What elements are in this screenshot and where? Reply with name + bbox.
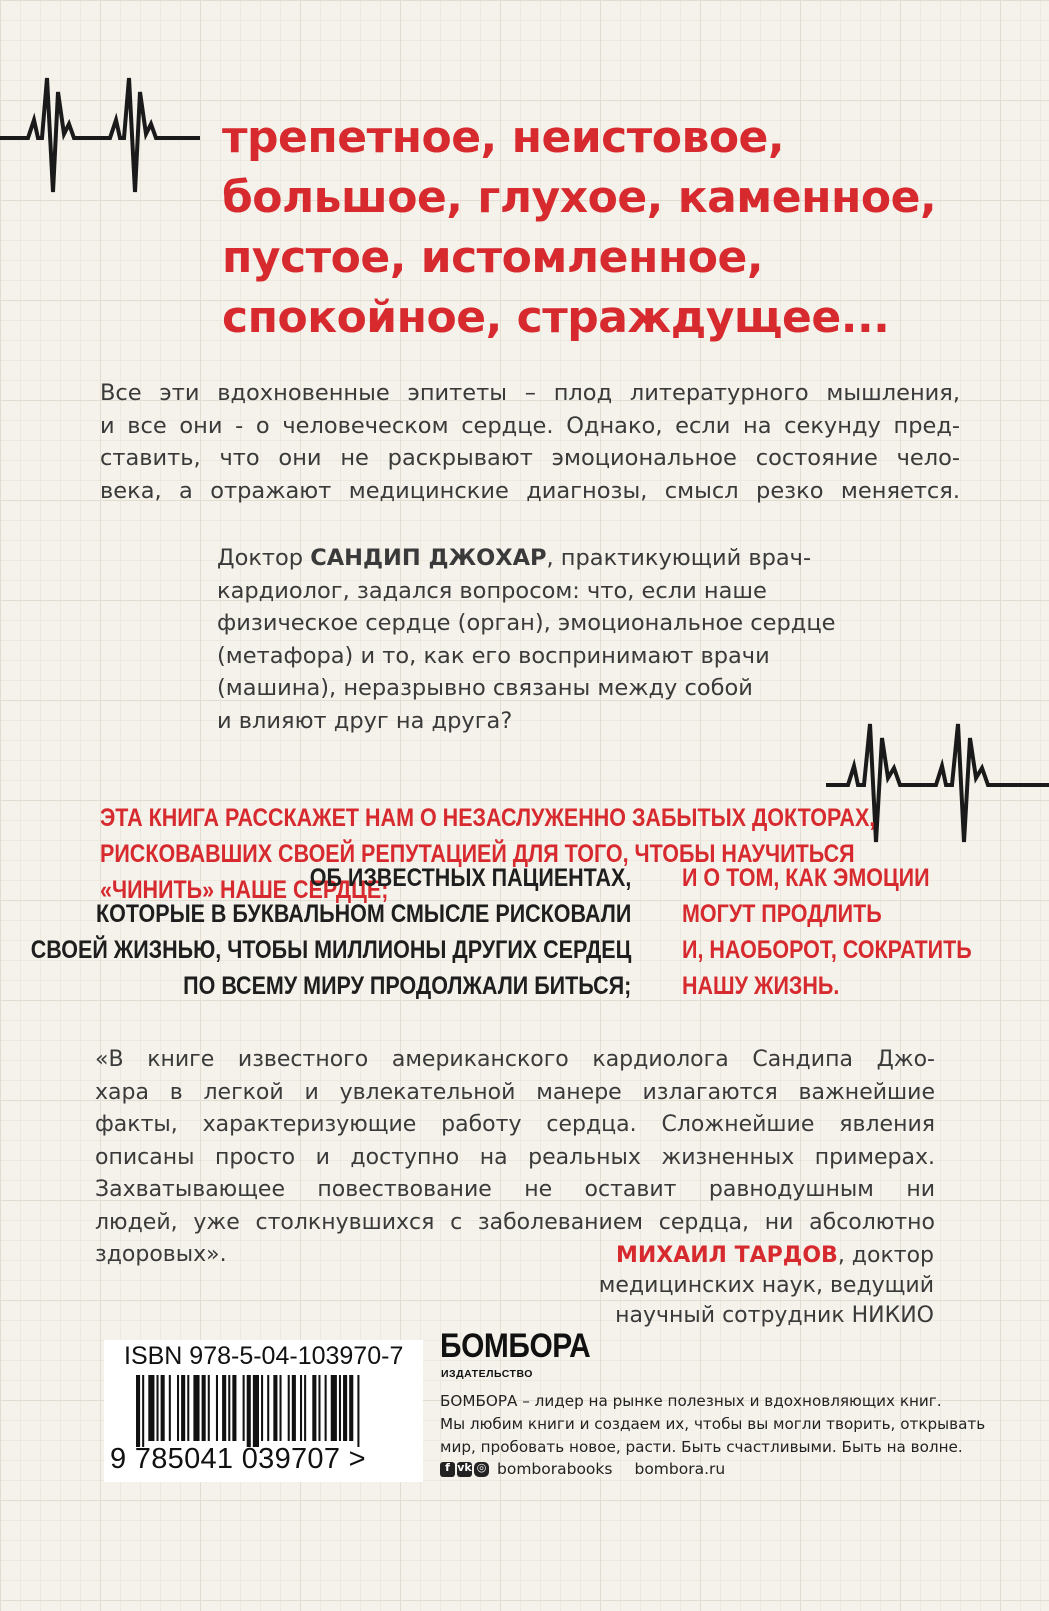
headline-line: большое, глухое, каменное,	[222, 172, 937, 223]
quote-line: хара в легкой и увлекательной манере излагаются важнейшие	[95, 1079, 935, 1105]
quote-author	[599, 1241, 934, 1331]
doctor-line: и влияют друг на друга?	[217, 707, 513, 734]
barcode-bar	[292, 1375, 296, 1441]
vk-icon[interactable]: vk	[457, 1462, 472, 1477]
barcode-bar	[193, 1375, 199, 1441]
quote-line: «В книге известного американского кардиолога Сандипа Джо-	[95, 1047, 935, 1072]
barcode-bar	[157, 1375, 159, 1441]
publisher-logo: БОМБОРА	[440, 1327, 591, 1365]
publisher-subtitle: ИЗДАТЕЛЬСТВО	[441, 1368, 533, 1380]
patients-line: ПО ВСЕМУ МИРУ ПРОДОЛЖАЛИ БИТЬСЯ;	[182, 972, 631, 1000]
intro-line: и все они - о человеческом сердце. Однако, если на секунду пред-	[100, 412, 960, 439]
social-handle[interactable]: bomborabooks	[497, 1460, 613, 1478]
doctor-line: кардиолог, задался вопросом: что, если наше	[217, 577, 767, 604]
doctor-line	[217, 542, 885, 575]
barcode-bar	[169, 1375, 171, 1441]
barcode-bar	[261, 1375, 263, 1441]
patients-line: СВОЕЙ ЖИЗНЬЮ, ЧТОБЫ МИЛЛИОНЫ ДРУГИХ СЕРДЕЦ	[30, 936, 631, 964]
doctor-line: физическое сердце (орган), эмоциональное сердце	[217, 610, 836, 636]
barcode-bar	[253, 1375, 259, 1447]
barcode-bar	[273, 1375, 277, 1441]
barcode-bar	[148, 1375, 154, 1441]
emotions-text	[682, 860, 972, 1004]
quote-line: факты, характеризующие работу сердца. Сложнейшие явления	[95, 1112, 935, 1137]
barcode-bar	[247, 1375, 251, 1447]
barcode-bar	[357, 1375, 359, 1447]
headline-line: пустое, истомленное,	[222, 232, 764, 283]
doctor-name: САНДИП ДЖОХАР	[310, 545, 547, 571]
book-lead-line: ЭТА КНИГА РАССКАЖЕТ НАМ О НЕЗАСЛУЖЕННО ЗАБЫТЫХ ДОКТОРАХ,	[100, 804, 876, 832]
barcode-bar	[280, 1375, 282, 1441]
barcode-bar	[161, 1375, 165, 1441]
barcode-bar	[339, 1375, 341, 1441]
barcode-digits: 9 785041 039707 >	[110, 1443, 366, 1475]
doctor-line: (машина), неразрывно связаны между собой	[217, 675, 753, 701]
barcode-bar	[331, 1375, 337, 1441]
author-line: медицинских наук, ведущий	[598, 1273, 934, 1298]
book-lead-line: РИСКОВАВШИХ СВОЕЙ РЕПУТАЦИЕЙ ДЛЯ ТОГО, ЧТОБЫ НАУЧИТЬСЯ	[100, 840, 855, 868]
emotions-line: И, НАОБОРОТ, СОКРАТИТЬ	[682, 936, 972, 964]
instagram-icon[interactable]: ◎	[474, 1462, 489, 1477]
headline-line: трепетное, неистовое,	[222, 112, 785, 163]
website-link[interactable]: bombora.ru	[634, 1460, 726, 1478]
doctor-line1-rest: , практикующий врач-	[546, 545, 812, 571]
barcode-bar	[304, 1375, 306, 1441]
barcode-bar	[208, 1375, 210, 1441]
doctor-line: (метафора) и то, как его воспринимают врачи	[217, 642, 770, 669]
epithets-headline	[222, 108, 1022, 348]
barcode-bar	[228, 1375, 230, 1441]
intro-line: ставить, что они не раскрывают эмоциональное состояние чело-	[100, 445, 960, 471]
barcode-bar	[243, 1375, 245, 1441]
barcode-bar	[300, 1375, 302, 1441]
patients-line: КОТОРЫЕ В БУКВАЛЬНОМ СМЫСЛЕ РИСКОВАЛИ	[95, 900, 632, 928]
barcode-block	[104, 1340, 423, 1482]
author-name: МИХАИЛ ТАРДОВ	[615, 1243, 838, 1268]
publisher-description-line: БОМБОРА – лидер на рынке полезных и вдохновляющих книг.	[440, 1392, 942, 1410]
quote-line: Захватывающее повествование не оставит равнодушным ни	[95, 1177, 935, 1202]
barcode-bar	[142, 1375, 144, 1447]
barcode-bar	[318, 1375, 320, 1441]
barcode-bar	[181, 1375, 185, 1441]
author-line	[599, 1241, 934, 1271]
barcode-bar	[312, 1375, 316, 1441]
social-links	[440, 1460, 725, 1478]
barcode-bar	[343, 1375, 347, 1441]
quote-line: здоровых».	[95, 1242, 227, 1267]
intro-paragraph	[100, 377, 960, 507]
intro-line: века, а отражают медицинские диагнозы, смысл резко меняется.	[100, 477, 960, 504]
publisher-description-line: Мы любим книги и создаем их, чтобы вы могли творить, открывать	[440, 1415, 986, 1433]
author-title: , доктор	[837, 1243, 934, 1268]
emotions-line: НАШУ ЖИЗНЬ.	[682, 972, 840, 1000]
emotions-line: И О ТОМ, КАК ЭМОЦИИ	[682, 864, 930, 892]
barcode-bar	[222, 1375, 226, 1441]
barcode-bar	[267, 1375, 269, 1441]
barcode-bar	[288, 1375, 290, 1441]
doctor-prefix: Доктор	[217, 545, 311, 571]
barcode-bar	[136, 1375, 140, 1447]
isbn-label: ISBN 978-5-04-103970-7	[124, 1342, 404, 1370]
review-quote	[95, 1044, 935, 1272]
patients-line: ОБ ИЗВЕСТНЫХ ПАЦИЕНТАХ,	[309, 864, 631, 892]
intro-line: Все эти вдохновенные эпитеты – плод литературного мышления,	[100, 380, 960, 406]
author-line: научный сотрудник НИКИО	[615, 1303, 934, 1328]
publisher-description	[440, 1390, 985, 1459]
barcode-bar	[202, 1375, 206, 1441]
barcode-bar	[349, 1375, 353, 1441]
doctor-paragraph	[217, 542, 885, 737]
ecg-line-icon	[0, 72, 200, 204]
emotions-line: МОГУТ ПРОДЛИТЬ	[682, 900, 882, 928]
book-lead-line: «ЧИНИТЬ» НАШЕ СЕРДЦЕ;	[100, 876, 389, 904]
barcode-bar	[216, 1375, 218, 1441]
quote-line: описаны просто и доступно на реальных жизненных примерах.	[95, 1144, 935, 1170]
barcode-bar	[325, 1375, 327, 1441]
barcode-bar	[232, 1375, 236, 1441]
publisher-description-line: мир, пробовать новое, расти. Быть счастливыми. Быть на волне.	[440, 1438, 963, 1456]
barcode-icon	[136, 1375, 420, 1447]
quote-line: людей, уже столкнувшихся с заболеванием сердца, ни абсолютно	[95, 1209, 935, 1235]
patients-text	[30, 860, 631, 1004]
barcode-bar	[177, 1375, 179, 1441]
facebook-icon[interactable]: f	[440, 1462, 455, 1477]
headline-line: спокойное, страждущее...	[222, 292, 890, 343]
barcode-bar	[187, 1375, 189, 1441]
